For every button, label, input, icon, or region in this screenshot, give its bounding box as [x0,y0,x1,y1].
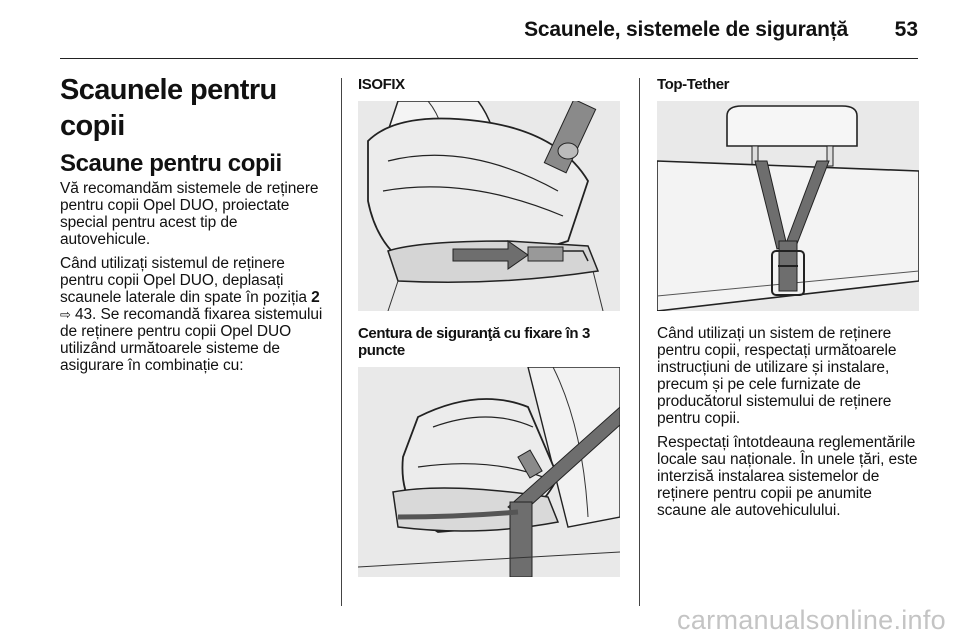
seat-position-number: 2 [311,289,320,306]
caption-top-tether: Top-Tether [657,76,730,93]
watermark: carmanualsonline.info [677,605,946,635]
paragraph-recommendation: Vă recomandăm sistemele de reținere pentru copii Opel DUO, proiectate special pentru acest tip de autovehicule. [60,180,319,248]
arrow-reference-icon: ⇨ [60,307,71,322]
paragraph-instructions: Când utilizați un sistem de reținere pentru copii, respectați următoarele instrucțiuni de utilizare și instalare, precum și pe cele furnizate de producătorul sistemului de reținere pentru copii. [657,325,897,427]
top-tether-illustration [657,101,919,311]
paragraph-text-b: 43. Se recomandă fixarea sistemului de reținere pentru copii Opel DUO utilizând următoarele sisteme de asigurare în combinație cu: [60,306,323,374]
header-title: Scaunele, sistemele de siguranță [524,18,848,41]
section-heading: Scaunele pentru copii [60,74,277,142]
three-point-belt-illustration [358,367,620,577]
column-divider-1 [341,78,342,606]
caption-three-point-belt: Centura de siguranţă cu fixare în 3 puncte [358,325,590,359]
column-divider-2 [639,78,640,606]
caption-isofix: ISOFIX [358,76,405,93]
isofix-illustration [358,101,620,311]
paragraph-opel-duo [60,255,330,374]
paragraph-text-a: Când utilizați sistemul de reținere pentru copii Opel DUO, deplasați scaunele laterale din spate în poziția [60,255,307,306]
column-middle [358,72,624,577]
column-right [657,72,923,526]
paragraph-regulations: Respectați întotdeauna reglementările locale sau naționale. În unele țări, este interzisă instalarea sistemelor de reținere pentru copii pe anumite scaune ale autovehiculului. [657,434,918,519]
column-left [60,72,330,381]
header-rule [60,58,918,59]
page-number: 53 [894,18,918,41]
subsection-heading: Scaune pentru copii [60,150,282,177]
